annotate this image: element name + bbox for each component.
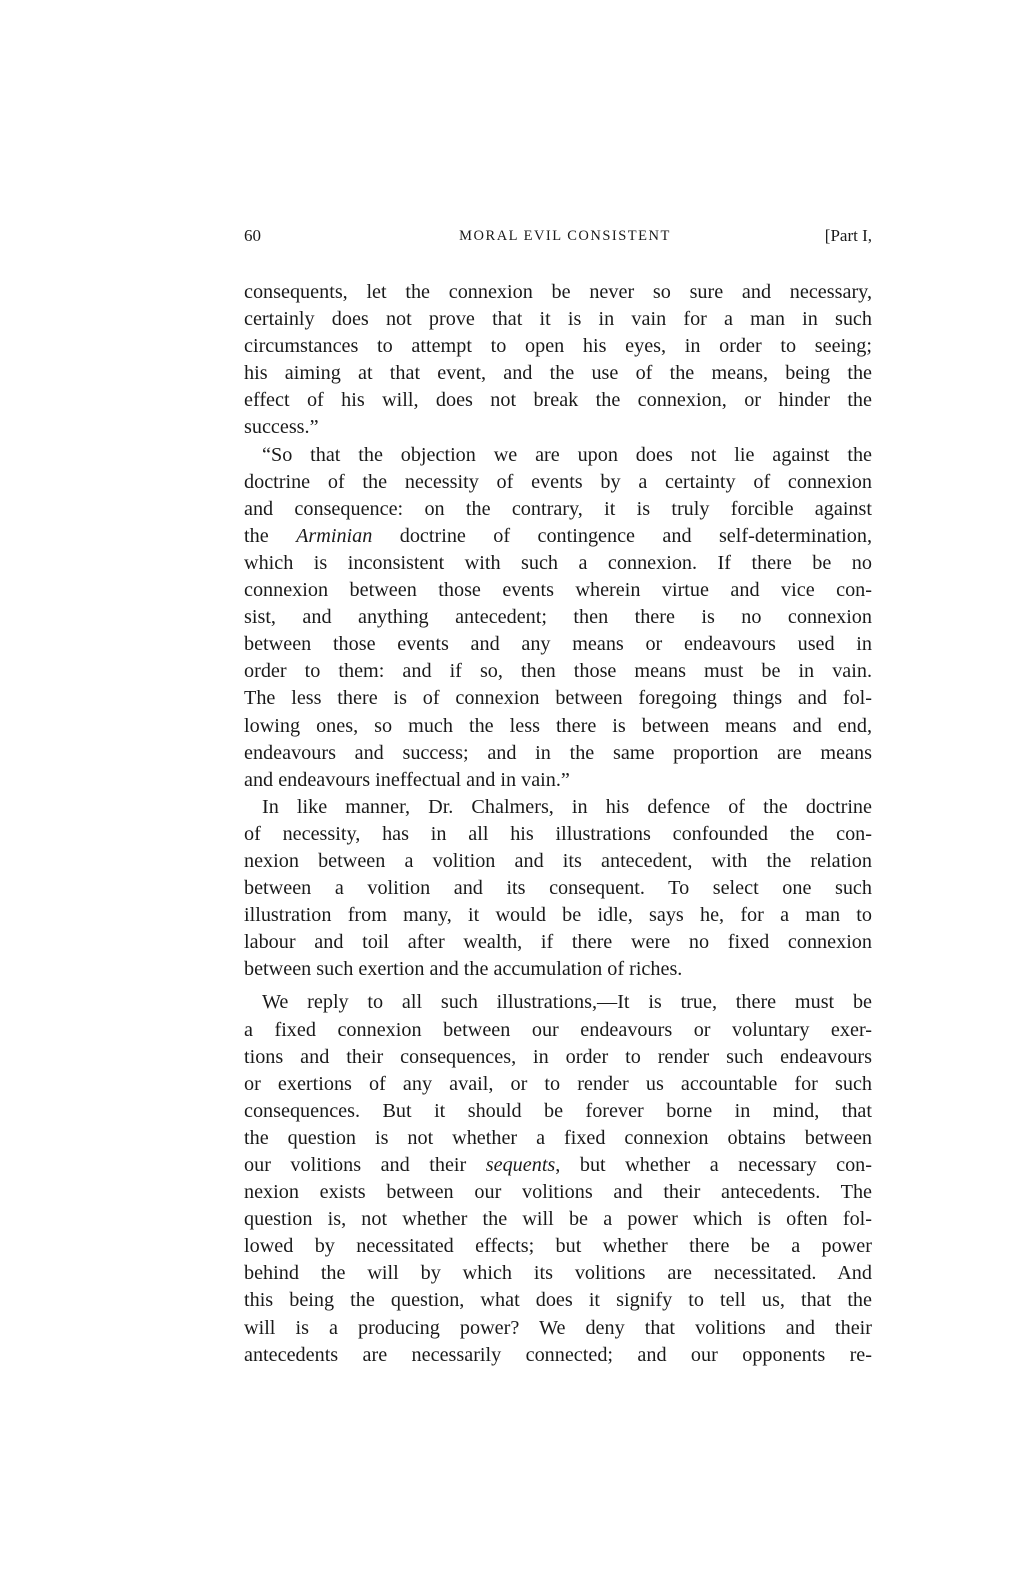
body-text bbox=[244, 279, 872, 1369]
text-line: We reply to all such illustrations,—It is true, there must be bbox=[262, 991, 872, 1014]
text-run: , but whether a necessary con- bbox=[555, 1154, 873, 1176]
text-line bbox=[244, 1152, 872, 1179]
text-run: the bbox=[244, 524, 297, 547]
text-line: his aiming at that event, and the use of the means, being the bbox=[244, 362, 872, 385]
text-line: nexion between a volition and its antecedent, with the relation bbox=[244, 849, 872, 872]
italic-term: sequents bbox=[485, 1154, 556, 1176]
text-line: this being the question, what does it signify to tell us, that the bbox=[244, 1289, 872, 1312]
text-line: labour and toil after wealth, if there were no fixed connexion bbox=[244, 931, 872, 954]
text-line: endeavours and success; and in the same proportion are means bbox=[244, 741, 872, 764]
text-line: sist, and anything antecedent; then there is no connexion bbox=[244, 606, 872, 629]
paragraph bbox=[244, 794, 872, 984]
text-line bbox=[244, 523, 872, 550]
text-line: and consequence: on the contrary, it is truly forcible against bbox=[244, 497, 872, 520]
text-line: success.” bbox=[244, 416, 319, 439]
text-line: of necessity, has in all his illustrations confounded the con- bbox=[244, 822, 872, 845]
part-label: [Part I, bbox=[824, 226, 872, 245]
paragraph bbox=[244, 279, 872, 442]
text-line: lowing ones, so much the less there is between means and end, bbox=[244, 714, 872, 737]
paragraph bbox=[244, 989, 872, 1368]
text-line: In like manner, Dr. Chalmers, in his defence of the doctrine bbox=[262, 795, 872, 818]
text-line: or exertions of any avail, or to render us accountable for such bbox=[244, 1072, 872, 1095]
text-line: tions and their consequences, in order to render such endeavours bbox=[244, 1045, 872, 1068]
text-line: consequences. But it should be forever borne in mind, that bbox=[244, 1099, 872, 1122]
text-line: a fixed connexion between our endeavours or voluntary exer- bbox=[244, 1018, 872, 1041]
text-line: will is a producing power? We deny that volitions and their bbox=[244, 1316, 872, 1339]
text-line: order to them: and if so, then those means must be in vain. bbox=[244, 660, 872, 683]
text-line: between such exertion and the accumulation of riches. bbox=[244, 958, 683, 981]
text-line: behind the will by which its volitions are necessitated. And bbox=[244, 1262, 872, 1285]
italic-term: Arminian bbox=[296, 524, 373, 547]
text-line: question is, not whether the will be a power which is often fol- bbox=[244, 1208, 872, 1231]
text-line: between a volition and its consequent. To select one such bbox=[244, 877, 872, 900]
text-line: connexion between those events wherein virtue and vice con- bbox=[244, 579, 872, 602]
paragraph bbox=[244, 442, 872, 794]
text-line: “So that the objection we are upon does not lie against the bbox=[262, 443, 872, 466]
text-line: consequents, let the connexion be never so sure and necessary, bbox=[244, 281, 872, 303]
book-page bbox=[244, 222, 872, 1369]
text-line: effect of his will, does not break the connexion, or hinder the bbox=[244, 389, 872, 412]
text-line: lowed by necessitated effects; but whether there be a power bbox=[244, 1235, 872, 1258]
text-line: doctrine of the necessity of events by a certainty of connexion bbox=[244, 470, 872, 493]
text-line: the question is not whether a fixed connexion obtains between bbox=[244, 1126, 872, 1149]
text-line: circumstances to attempt to open his eyes, in order to seeing; bbox=[244, 335, 872, 358]
running-title: MORAL EVIL CONSISTENT bbox=[459, 228, 671, 244]
running-head bbox=[244, 222, 872, 250]
text-line: The less there is of connexion between foregoing things and fol- bbox=[244, 687, 872, 710]
text-line: antecedents are necessarily connected; and our opponents re- bbox=[244, 1343, 872, 1366]
text-line: nexion exists between our volitions and their antecedents. The bbox=[244, 1181, 872, 1204]
text-run: doctrine of contingence and self-determination, bbox=[372, 524, 872, 547]
text-line: between those events and any means or endeavours used in bbox=[244, 633, 872, 656]
page-number: 60 bbox=[244, 226, 261, 245]
text-line: illustration from many, it would be idle, says he, for a man to bbox=[244, 904, 872, 927]
text-line: certainly does not prove that it is in vain for a man in such bbox=[244, 308, 872, 331]
text-run: our volitions and their bbox=[244, 1154, 486, 1176]
text-line: and endeavours ineffectual and in vain.” bbox=[244, 768, 570, 791]
text-line: which is inconsistent with such a connexion. If there be no bbox=[244, 551, 872, 574]
